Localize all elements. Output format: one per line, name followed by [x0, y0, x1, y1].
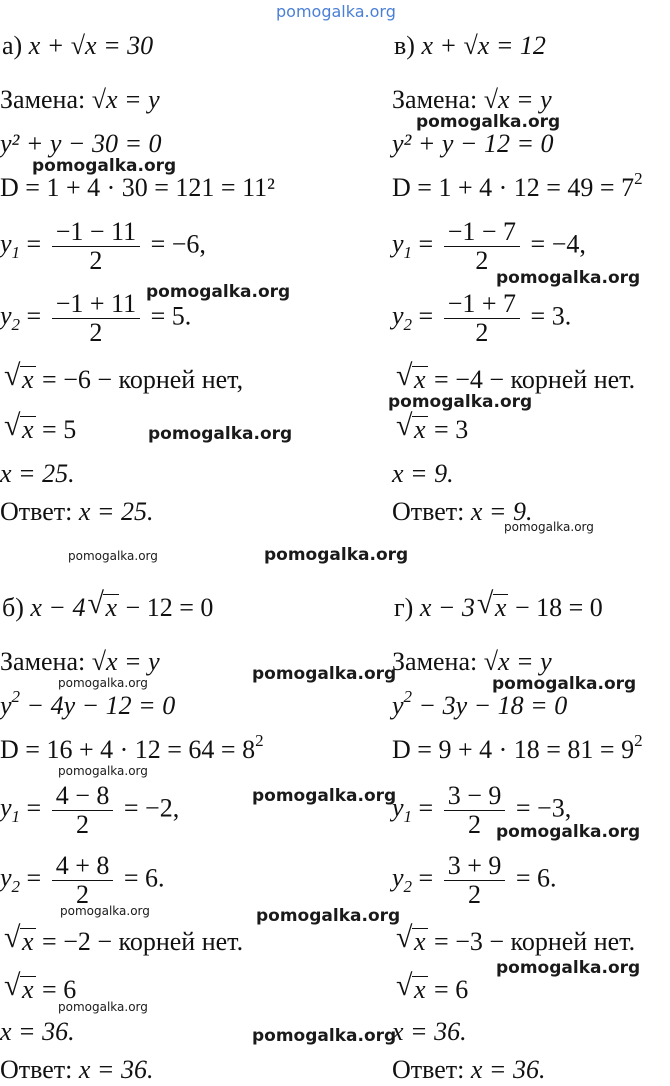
a-y2-frac: $\frac{-1 + 11}{2}$ — [52, 290, 140, 347]
watermark: pomogalka.org — [252, 786, 397, 806]
watermark: pomogalka.org — [68, 549, 158, 563]
watermark: pomogalka.org — [58, 764, 148, 778]
watermark: pomogalka.org — [496, 268, 641, 288]
g-root2: √ x = 6 — [396, 969, 469, 1004]
watermark: pomogalka.org — [252, 1026, 397, 1046]
v-equation: в) x + √x = 12 — [394, 31, 546, 60]
g-answer: Ответ: x = 36. — [392, 1055, 546, 1084]
v-substitution: Замена: √x = y — [392, 85, 552, 114]
watermark: pomogalka.org — [492, 674, 637, 694]
watermark: pomogalka.org — [256, 906, 401, 926]
watermark: pomogalka.org — [264, 545, 409, 565]
watermark: pomogalka.org — [148, 424, 293, 444]
b-discriminant: $D = 16 + 4 \cdot 12 = 64 = 8^2$ — [0, 731, 264, 764]
a-discriminant: D = 1 + 4 · 30 = 121 = 11² — [0, 173, 275, 202]
g-root1: √ x = −3 − корней нет. — [396, 921, 636, 956]
a-answer: Ответ: x = 25. — [0, 497, 154, 526]
a-label: а) — [2, 31, 23, 60]
b-y1: $y_1$ = $\frac{4 - 8}{2}$ = −2, — [0, 781, 180, 839]
a-eq-text: x + √x = 30 — [28, 31, 154, 60]
watermark: pomogalka.org — [496, 822, 641, 842]
watermark: pomogalka.org — [504, 520, 594, 534]
b-substitution: Замена: √x = y — [0, 647, 160, 676]
a-subst-eq: √x = y — [91, 85, 160, 114]
g-y1: $y_1$ = $\frac{3 - 9}{2}$ = −3, — [392, 781, 572, 839]
b-equation: б) x − 4 √ x − 12 = 0 — [2, 587, 214, 622]
a-x: x = 25. — [0, 459, 75, 488]
a-y2: $y_2$ = $\frac{-1 + 11}{2}$ = 5. — [0, 289, 192, 347]
v-root2: √ x = 3 — [396, 409, 469, 444]
watermark: pomogalka.org — [146, 282, 291, 302]
v-root1: √ x = −4 − корней нет. — [396, 359, 636, 394]
g-substitution: Замена: √x = y — [392, 647, 552, 676]
watermark: pomogalka.org — [252, 664, 397, 684]
g-quadratic: $y^2 - 3y - 18 = 0$ — [392, 687, 568, 720]
a-equation — [2, 30, 153, 62]
g-y2: $y_2$ = $\frac{3 + 9}{2}$ = 6. — [392, 851, 557, 909]
v-quadratic: y² + y − 12 = 0 — [392, 129, 554, 158]
watermark-top: pomogalka.org — [276, 2, 396, 21]
a-quadratic: y² + y − 30 = 0 — [0, 129, 162, 158]
b-quadratic: $y^2 - 4y - 12 = 0$ — [0, 687, 176, 720]
a-y1-frac: $\frac{-1 - 11}{2}$ — [52, 218, 140, 275]
v-discriminant: $D = 1 + 4 \cdot 12 = 49 = 7^2$ — [392, 169, 643, 202]
b-answer: Ответ: x = 36. — [0, 1055, 154, 1084]
watermark: pomogalka.org — [416, 112, 561, 132]
b-x: x = 36. — [0, 1017, 75, 1046]
watermark: pomogalka.org — [60, 904, 150, 918]
g-discriminant: $D = 9 + 4 \cdot 18 = 81 = 9^2$ — [392, 731, 643, 764]
a-substitution — [0, 84, 160, 116]
a-y1: $y_1$ = $\frac{-1 - 11}{2}$ = −6, — [0, 217, 206, 275]
b-y2: $y_2$ = $\frac{4 + 8}{2}$ = 6. — [0, 851, 165, 909]
a-root2: √ x = 5 — [4, 409, 77, 444]
v-y1: $y_1$ = $\frac{-1 - 7}{2}$ = −4, — [392, 217, 586, 275]
b-root2: √ x = 6 — [4, 969, 77, 1004]
watermark: pomogalka.org — [388, 392, 533, 412]
watermark: pomogalka.org — [58, 1000, 148, 1014]
watermark: pomogalka.org — [496, 958, 641, 978]
a-root1: √ x = −6 − корней нет, — [4, 359, 244, 394]
watermark: pomogalka.org — [32, 156, 177, 176]
b-root1: √ x = −2 − корней нет. — [4, 921, 244, 956]
a-subst-label: Замена: — [0, 85, 86, 114]
watermark: pomogalka.org — [58, 676, 148, 690]
v-y2: $y_2$ = $\frac{-1 + 7}{2}$ = 3. — [392, 289, 572, 347]
v-x: x = 9. — [392, 459, 454, 488]
v-answer: Ответ: x = 9. — [392, 497, 533, 526]
g-equation: г) x − 3 √ x − 18 = 0 — [394, 587, 603, 622]
g-x: x = 36. — [392, 1017, 467, 1046]
